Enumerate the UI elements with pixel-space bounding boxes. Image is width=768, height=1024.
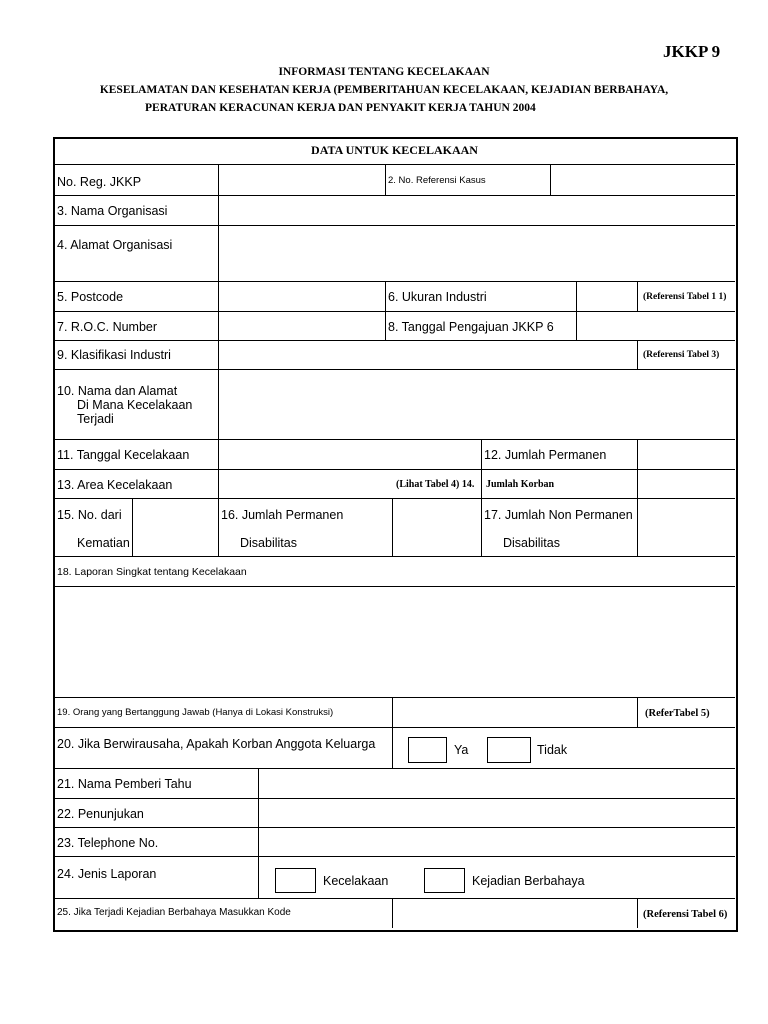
kecelakaan-checkbox[interactable] (275, 868, 316, 893)
permanen-disabilitas-field[interactable] (394, 500, 479, 555)
ref-tabel-3: (Referensi Tabel 3) (643, 350, 720, 360)
ukuran-industri-field[interactable] (578, 283, 635, 310)
penunjukan-field[interactable] (260, 800, 734, 826)
lokasi-kecelakaan-field[interactable] (220, 371, 734, 438)
label-no-dari: 15. No. dari (57, 508, 122, 522)
label-wirausaha: 20. Jika Berwirausaha, Apakah Korban Anggota Keluarga (57, 737, 376, 751)
label-jumlah-non-permanen: 17. Jumlah Non Permanen (484, 508, 633, 522)
tanggal-kecelakaan-field[interactable] (220, 441, 479, 468)
label-no-reg: No. Reg. JKKP (57, 175, 142, 189)
telephone-field[interactable] (260, 829, 734, 855)
label-tanggal-jkkp6: 8. Tanggal Pengajuan JKKP 6 (388, 320, 554, 334)
roc-number-field[interactable] (220, 313, 383, 339)
label-nama-alamat-1: 10. Nama dan Alamat (57, 384, 178, 398)
ref-kasus-field[interactable] (552, 166, 734, 194)
label-kejadian-berbahaya: Kejadian Berbahaya (472, 874, 585, 888)
postcode-field[interactable] (220, 283, 383, 310)
lihat-tabel-4: (Lihat Tabel 4) 14. (396, 479, 475, 490)
label-nama-pemberi-tahu: 21. Nama Pemberi Tahu (57, 777, 192, 791)
label-orang-bertanggung-jawab: 19. Orang yang Bertanggung Jawab (Hanya di Lokasi Konstruksi) (57, 707, 334, 718)
label-nama-alamat-2: Di Mana Kecelakaan (77, 398, 193, 412)
label-roc-number: 7. R.O.C. Number (57, 320, 158, 334)
jumlah-permanen-field[interactable] (639, 441, 734, 468)
no-reg-field[interactable] (220, 166, 383, 194)
label-penunjukan: 22. Penunjukan (57, 807, 144, 821)
kejadian-berbahaya-checkbox[interactable] (424, 868, 465, 893)
jumlah-korban-field[interactable] (639, 471, 734, 497)
label-postcode: 5. Postcode (57, 290, 124, 304)
label-disabilitas-permanen: Disabilitas (240, 536, 297, 550)
nama-pemberi-tahu-field[interactable] (260, 770, 734, 797)
non-permanen-disabilitas-field[interactable] (639, 500, 734, 555)
tidak-checkbox[interactable] (487, 737, 531, 763)
label-ukuran-industri: 6. Ukuran Industri (388, 290, 487, 304)
kode-field[interactable] (394, 900, 635, 927)
label-ref-kasus: 2. No. Referensi Kasus (388, 175, 486, 186)
ref-tabel-5: (ReferTabel 5) (645, 708, 710, 719)
label-jumlah-permanen-disabilitas: 16. Jumlah Permanen (221, 508, 344, 522)
label-jumlah-korban: Jumlah Korban (486, 479, 555, 490)
label-alamat-organisasi: 4. Alamat Organisasi (57, 238, 173, 252)
label-nama-organisasi: 3. Nama Organisasi (57, 204, 168, 218)
alamat-organisasi-field[interactable] (220, 227, 734, 280)
section-title: DATA UNTUK KECELAKAAN (311, 143, 478, 157)
label-disabilitas-non-permanen: Disabilitas (503, 536, 560, 550)
label-laporan-singkat: 18. Laporan Singkat tentang Kecelakaan (57, 566, 247, 578)
label-tanggal-kecelakaan: 11. Tanggal Kecelakaan (57, 448, 190, 462)
klasifikasi-industri-field[interactable] (220, 342, 635, 368)
area-kecelakaan-field[interactable] (220, 471, 390, 497)
label-telephone: 23. Telephone No. (57, 836, 159, 850)
heading-line-1: INFORMASI TENTANG KECELAKAAN (278, 66, 490, 78)
tanggal-jkkp6-field[interactable] (578, 313, 734, 339)
form-code: JKKP 9 (663, 42, 721, 61)
label-area-kecelakaan: 13. Area Kecelakaan (57, 478, 173, 492)
label-jenis-laporan: 24. Jenis Laporan (57, 867, 157, 881)
label-klasifikasi-industri: 9. Klasifikasi Industri (57, 348, 171, 362)
ya-checkbox[interactable] (408, 737, 447, 763)
heading-line-3: PERATURAN KERACUNAN KERJA DAN PENYAKIT KERJA TAHUN 2004 (145, 102, 536, 114)
laporan-singkat-field[interactable] (56, 588, 734, 696)
ref-tabel-6: (Referensi Tabel 6) (643, 909, 728, 920)
label-ya: Ya (454, 743, 469, 757)
ref-tabel-1: (Referensi Tabel 1 1) (643, 292, 727, 302)
nama-organisasi-field[interactable] (220, 197, 734, 224)
label-kematian: Kematian (77, 536, 130, 550)
label-jumlah-permanen: 12. Jumlah Permanen (484, 448, 607, 462)
orang-bertanggung-jawab-field[interactable] (394, 699, 635, 726)
label-nama-alamat-3: Terjadi (77, 412, 114, 426)
kematian-field[interactable] (134, 500, 216, 555)
heading-line-2: KESELAMATAN DAN KESEHATAN KERJA (PEMBERITAHUAN KECELAKAAN, KEJADIAN BERBAHAYA, (99, 84, 669, 96)
label-masukkan-kode: 25. Jika Terjadi Kejadian Berbahaya Masukkan Kode (57, 907, 291, 918)
label-kecelakaan: Kecelakaan (323, 874, 389, 888)
label-tidak: Tidak (537, 743, 568, 757)
